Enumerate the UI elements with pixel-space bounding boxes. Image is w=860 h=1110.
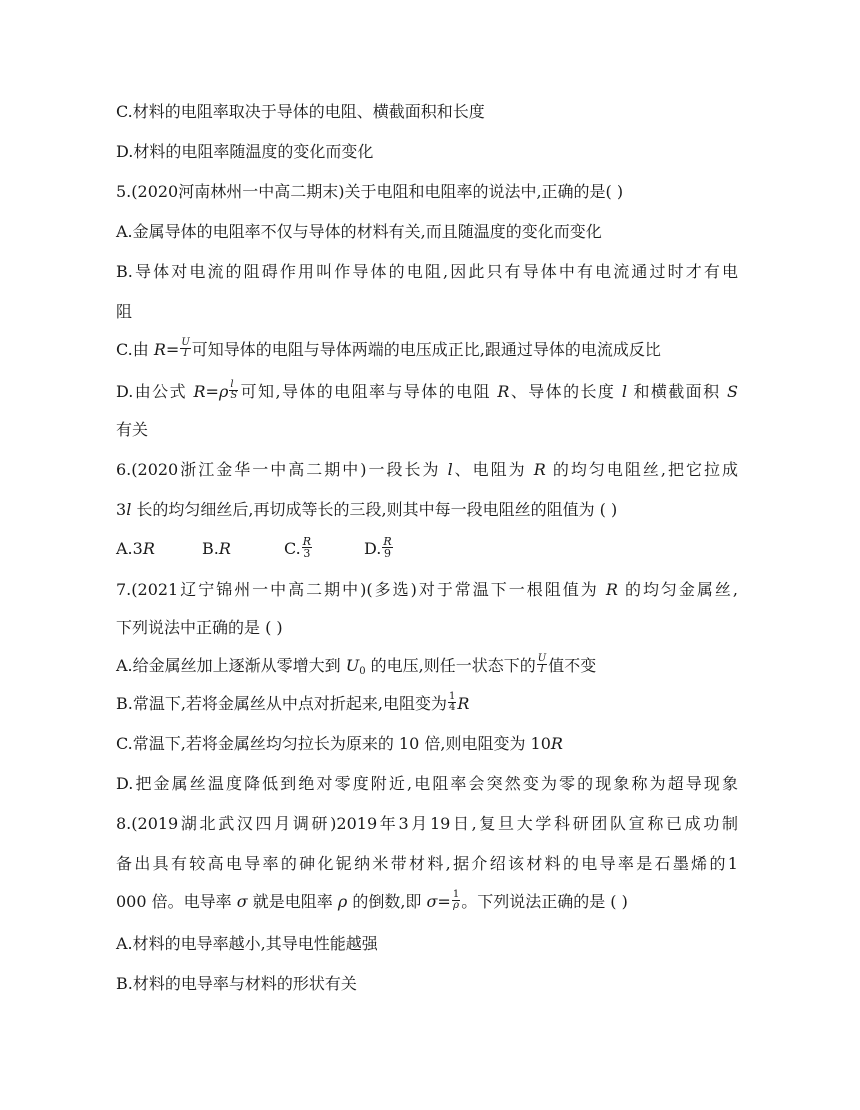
q5-option-a: A.金属导体的电阻率不仅与导体的材料有关,而且随温度的变化而变化 xyxy=(116,222,602,241)
numerator: 1 xyxy=(449,691,456,702)
text: A.3 xyxy=(116,539,143,558)
denominator: 4 xyxy=(449,702,456,713)
q4-option-c: C.材料的电阻率取决于导体的电阻、横截面积和长度 xyxy=(116,102,485,121)
q6-option-b xyxy=(202,539,284,559)
text: 可知导体的电阻与导体两端的电压成正比,跟通过导体的电流成反比 xyxy=(191,340,661,359)
text: D. xyxy=(364,539,382,558)
text: 000 倍。电导率 xyxy=(116,892,237,911)
text: A.给金属丝加上逐渐从零增大到 xyxy=(116,656,346,675)
var-sigma: σ xyxy=(236,892,248,911)
numerator: 1 xyxy=(452,889,460,900)
text: 6.(2020浙江金华一中高二期中)一段长为 xyxy=(116,460,448,479)
text: 、导体的长度 xyxy=(509,382,622,401)
fraction-r-over-9 xyxy=(382,536,392,559)
denominator: ρ xyxy=(453,900,459,911)
q5-option-b-line2: 阻 xyxy=(116,302,133,321)
var-r: R xyxy=(153,340,166,359)
denominator: I xyxy=(540,664,544,675)
text: 3 xyxy=(116,500,127,519)
q5-option-d-line2: 有关 xyxy=(116,420,149,439)
text: 值不变 xyxy=(548,656,597,675)
numerator: R xyxy=(302,535,312,548)
var-r: R xyxy=(605,580,618,599)
q7-option-a xyxy=(116,653,597,682)
var-r: R xyxy=(218,539,231,558)
fraction-l-over-s xyxy=(229,380,238,401)
subscript-0: 0 xyxy=(359,666,366,677)
q7-stem-line1 xyxy=(116,580,738,600)
q5-option-b-line1: B.导体对电流的阻碍作用叫作导体的电阻,因此只有导体中有电流通过时才有电 xyxy=(116,262,738,281)
text: C. xyxy=(284,539,301,558)
q6-options xyxy=(116,535,394,561)
var-rho: ρ xyxy=(218,382,229,401)
q5-stem: 5.(2020河南林州一中高二期末)关于电阻和电阻率的说法中,正确的是( ) xyxy=(116,182,624,201)
numerator: l xyxy=(229,380,238,391)
var-s: S xyxy=(727,382,738,401)
fraction-1-over-4 xyxy=(448,692,456,713)
text: 、电阻为 xyxy=(452,460,534,479)
var-rho: ρ xyxy=(337,892,348,911)
text: 7.(2021辽宁锦州一中高二期中)(多选)对于常温下一根阻值为 xyxy=(116,580,606,599)
q8-option-b: B.材料的电导率与材料的形状有关 xyxy=(116,974,357,993)
var-r: R xyxy=(550,734,563,753)
text: 就是电阻率 xyxy=(247,892,338,911)
var-u: U xyxy=(345,656,360,675)
q7-option-b xyxy=(116,691,470,715)
numerator: U xyxy=(181,337,190,348)
q6-option-c xyxy=(284,535,364,561)
var-l: l xyxy=(447,460,453,479)
text: 的倒数,即 xyxy=(347,892,427,911)
text: B.常温下,若将金属丝从中点对折起来,电阻变为 xyxy=(116,694,448,713)
denominator: 3 xyxy=(303,547,311,560)
denominator: S xyxy=(230,390,238,401)
var-r: R xyxy=(142,539,155,558)
text: 和横截面积 xyxy=(626,382,728,401)
var-sigma: σ xyxy=(426,892,438,911)
q7-stem-line2: 下列说法中正确的是 ( ) xyxy=(116,618,283,637)
equals: = xyxy=(165,340,180,359)
text: 的均匀电阻丝,把它拉成 xyxy=(545,460,738,479)
numerator: R xyxy=(383,535,392,548)
var-l: l xyxy=(621,382,627,401)
q5-option-d-line1 xyxy=(116,379,738,403)
fraction-1-over-rho xyxy=(452,890,460,911)
text: 。下列说法正确的是 ( ) xyxy=(461,892,628,911)
text: B. xyxy=(202,539,219,558)
text: 长的均匀细丝后,再切成等长的三段,则其中每一段电阻丝的阻值为 ( ) xyxy=(131,500,618,519)
q5-option-c xyxy=(116,337,661,361)
q8-stem-line1: 8.(2019湖北武汉四月调研)2019年3月19日,复旦大学科研团队宣称已成功制 xyxy=(116,814,738,833)
q8-stem-line2: 备出具有较高电导率的砷化铌纳米带材料,据介绍该材料的电导率是石墨烯的1 xyxy=(116,854,738,873)
var-r: R xyxy=(193,382,206,401)
q8-option-a: A.材料的电导率越小,其导电性能越强 xyxy=(116,934,378,953)
q8-stem-line3 xyxy=(116,889,628,913)
fraction-u-over-i xyxy=(180,338,190,359)
q7-option-c xyxy=(116,734,563,754)
text: 的均匀金属丝, xyxy=(617,580,738,599)
q6-stem-line1 xyxy=(116,460,738,480)
text: D.由公式 xyxy=(116,382,194,401)
q7-option-d: D.把金属丝温度降低到绝对零度附近,电阻率会突然变为零的现象称为超导现象 xyxy=(116,774,738,793)
fraction-u-over-i xyxy=(537,654,547,675)
var-l: l xyxy=(126,500,132,519)
fraction-r-over-3 xyxy=(302,536,312,559)
denominator: I xyxy=(183,348,188,359)
text: C.常温下,若将金属丝均匀拉长为原来的 10 倍,则电阻变为 10 xyxy=(116,734,551,753)
denominator: 9 xyxy=(383,547,391,560)
numerator: U xyxy=(537,653,547,664)
q4-option-d: D.材料的电阻率随温度的变化而变化 xyxy=(116,142,374,161)
var-r: R xyxy=(533,460,546,479)
equals: = xyxy=(437,892,451,911)
equals: = xyxy=(205,382,219,401)
text: C.由 xyxy=(116,340,154,359)
var-r: R xyxy=(457,694,470,713)
q6-stem-line2 xyxy=(116,500,617,520)
text: 的电压,则任一状态下的 xyxy=(365,656,536,675)
q6-option-d xyxy=(364,535,394,561)
var-r: R xyxy=(497,382,510,401)
text: 可知,导体的电阻率与导体的电阻 xyxy=(239,382,498,401)
q6-option-a xyxy=(116,539,202,559)
